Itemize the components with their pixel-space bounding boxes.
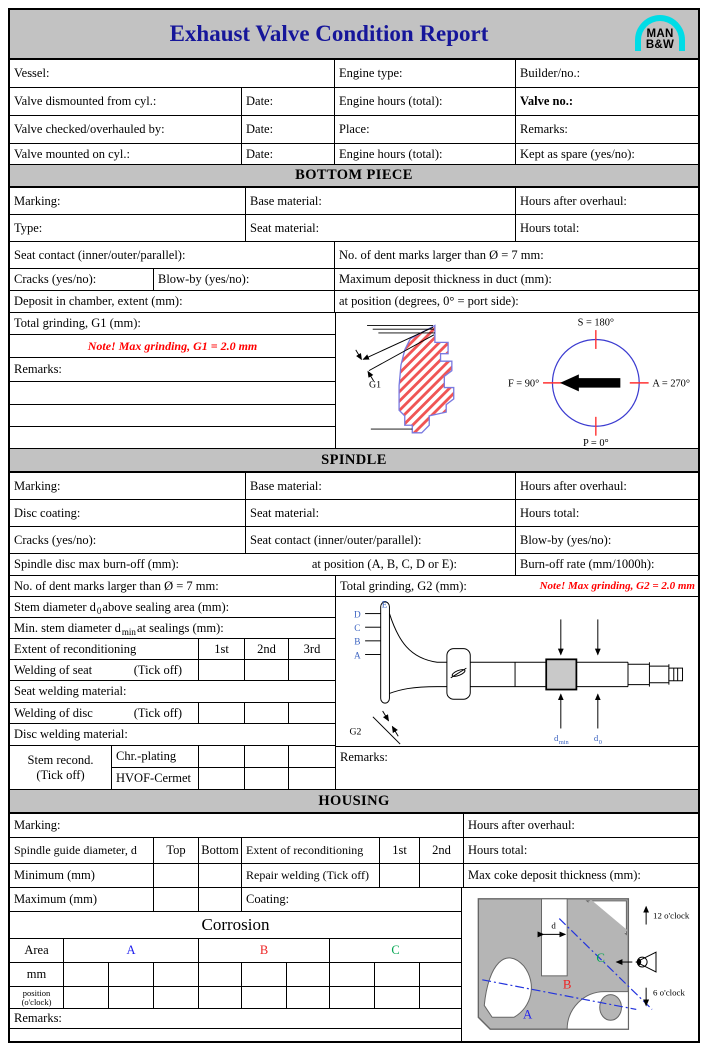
- bp-hours-after[interactable]: [516, 188, 698, 215]
- h-area-header: [10, 939, 64, 963]
- h-remarks[interactable]: [10, 1009, 461, 1029]
- h-top: [154, 838, 199, 864]
- section-bottom-piece: [10, 165, 698, 188]
- sp-1st-label: 1st: [214, 641, 229, 656]
- section-spindle: [10, 449, 698, 473]
- h-max-bottom[interactable]: [199, 888, 242, 912]
- date-label: Date:: [246, 146, 274, 161]
- field-checked-by[interactable]: [10, 116, 242, 144]
- h-col-1st: [380, 838, 420, 864]
- field-kept-spare[interactable]: [516, 144, 698, 165]
- bottom-piece-profile: [399, 325, 454, 432]
- h-pos-a1[interactable]: [64, 987, 109, 1009]
- sp-stem-dmin[interactable]: [10, 618, 335, 639]
- field-engine-hours-1[interactable]: [335, 88, 516, 116]
- bp-grinding-note: [10, 335, 335, 358]
- sp-welding-seat: [10, 660, 199, 681]
- sp-seat-material-label: Seat material:: [250, 505, 320, 520]
- h-2nd-label: 2nd: [432, 843, 451, 857]
- h-min-bottom[interactable]: [199, 864, 242, 888]
- h-hours-total-label: Hours total:: [468, 843, 528, 857]
- h-corrosion-label: Corrosion: [201, 915, 270, 934]
- sp-chr-3rd[interactable]: [289, 746, 335, 768]
- h-guide-diameter-label: Spindle guide diameter, d: [14, 843, 137, 857]
- sp-stem-dmin-post: at sealings (mm):: [136, 620, 224, 635]
- h-mm-c2[interactable]: [375, 963, 420, 987]
- engine-hours-label: Engine hours (total):: [339, 146, 443, 161]
- logo-text: [631, 29, 689, 51]
- sp-seat-material[interactable]: [246, 500, 516, 527]
- h-pos-b1[interactable]: [199, 987, 242, 1009]
- sp-at-position-label: at position (A, B, C, D or E):: [311, 557, 457, 571]
- h-mm-b2[interactable]: [242, 963, 287, 987]
- report-frame: [8, 8, 700, 1043]
- field-builder[interactable]: [516, 60, 698, 88]
- sp-hours-total[interactable]: [516, 500, 698, 527]
- bp-hours-total[interactable]: [516, 215, 698, 242]
- h-mm-c1[interactable]: [330, 963, 375, 987]
- sp-welding-disc-2nd[interactable]: [245, 703, 289, 724]
- sp-stem-d0-post: above sealing area (mm):: [102, 599, 230, 614]
- h-repair-welding-label: Repair welding (Tick off): [246, 868, 369, 882]
- bp-marking-label: Marking:: [14, 193, 61, 208]
- h-zone-c-label: C: [596, 951, 606, 966]
- title-bar: [10, 10, 698, 60]
- h-hours-after-label: Hours after overhaul:: [468, 818, 575, 832]
- h-position-header: [10, 987, 64, 1009]
- field-date-2[interactable]: [242, 116, 335, 144]
- sp-tick-off-label: (Tick off): [133, 662, 182, 677]
- bp-remarks-label: Remarks:: [14, 362, 62, 376]
- sp-welding-disc-1st[interactable]: [199, 703, 245, 724]
- housing-diagram: [462, 889, 698, 1040]
- bp-seat-contact-label: Seat contact (inner/outer/parallel):: [14, 247, 186, 262]
- sp-welding-disc-3rd[interactable]: [289, 703, 335, 724]
- bp-blow-by[interactable]: [154, 269, 335, 291]
- h-repair-welding: [242, 864, 380, 888]
- h-area-a-label: A: [126, 943, 136, 957]
- compass-a-label: A = 270°: [652, 378, 691, 390]
- sp-diagram-cell: [336, 597, 698, 747]
- builder-label: Builder/no.:: [520, 66, 581, 80]
- h-mm-a3[interactable]: [154, 963, 199, 987]
- bp-seat-contact[interactable]: [10, 242, 335, 269]
- pos-e-label: E: [381, 600, 388, 611]
- sp-hours-after-label: Hours after overhaul:: [520, 478, 627, 493]
- h-6oclock-label: 6 o'clock: [653, 987, 685, 998]
- h-remarks-line[interactable]: [10, 1029, 461, 1041]
- h-col-2nd: [420, 838, 464, 864]
- spindle-title: SPINDLE: [321, 451, 387, 468]
- sp-disc-coating[interactable]: [10, 500, 246, 527]
- bp-type[interactable]: [10, 215, 246, 242]
- vessel-label: Vessel:: [14, 66, 50, 80]
- h-pos-b2[interactable]: [242, 987, 287, 1009]
- sp-hvof-cermet: [112, 768, 199, 790]
- sp-stem-dmin-label: Min. stem diameter d: [14, 620, 121, 635]
- h-coating[interactable]: [242, 888, 461, 912]
- bp-dent-marks[interactable]: [335, 242, 698, 269]
- bp-base-material-label: Base material:: [250, 193, 322, 208]
- sp-dent-marks-label: No. of dent marks larger than Ø = 7 mm:: [14, 578, 219, 593]
- field-engine-type[interactable]: [335, 60, 516, 88]
- h-min-top[interactable]: [154, 864, 199, 888]
- sp-total-grinding[interactable]: [336, 576, 698, 597]
- g2-label: G2: [349, 725, 362, 737]
- h-12oclock-label: 12 o'clock: [653, 910, 690, 921]
- h-position-label: position: [22, 987, 51, 998]
- h-bottom: [199, 838, 242, 864]
- compass-p-label: P = 0°: [582, 437, 609, 447]
- sp-col-3rd: [289, 639, 335, 660]
- h-mm-a2[interactable]: [109, 963, 154, 987]
- field-valve-no[interactable]: [516, 88, 698, 116]
- sp-disc-coating-label: Disc coating:: [14, 505, 81, 520]
- h-max-coke-label: Max coke deposit thickness (mm):: [468, 868, 641, 882]
- manbw-logo: [631, 14, 689, 56]
- h-pos-a2[interactable]: [109, 987, 154, 1009]
- sp-cracks[interactable]: [10, 527, 246, 554]
- d0-label: d: [593, 732, 599, 743]
- sp-remarks-label: Remarks:: [340, 750, 388, 764]
- d0-sub: 0: [598, 738, 602, 746]
- sp-cracks-label: Cracks (yes/no):: [14, 532, 97, 547]
- dmin-label: d: [554, 732, 559, 743]
- sp-blow-by-label: Blow-by (yes/no):: [520, 532, 612, 547]
- h-maximum: [10, 888, 154, 912]
- pos-d-label: D: [353, 609, 361, 620]
- h-repair-1st[interactable]: [380, 864, 420, 888]
- h-diagram-cell: [462, 888, 698, 1041]
- h-mm-header: [10, 963, 64, 987]
- engine-type-label: Engine type:: [339, 66, 403, 80]
- sp-dent-marks[interactable]: [10, 576, 335, 597]
- bp-diagram-cell: [336, 313, 698, 449]
- h-minimum: [10, 864, 154, 888]
- bp-type-label: Type:: [14, 220, 43, 235]
- orientation-compass-diagram: [493, 315, 693, 447]
- sp-base-material-label: Base material:: [250, 478, 322, 493]
- sp-welding-seat-3rd[interactable]: [289, 660, 335, 681]
- sp-chr-plating-label: Chr.-plating: [116, 749, 177, 763]
- bp-note-text: Note! Max grinding, G1 = 2.0 mm: [87, 338, 258, 353]
- bp-dent-marks-label: No. of dent marks larger than Ø = 7 mm:: [339, 247, 544, 262]
- compass-f-label: F = 90°: [507, 378, 540, 390]
- sp-disc-welding-material-label: Disc welding material:: [14, 727, 128, 741]
- h-remarks-label: Remarks:: [14, 1011, 62, 1025]
- sp-marking[interactable]: [10, 473, 246, 500]
- h-extent: [242, 838, 380, 864]
- field-engine-hours-2[interactable]: [335, 144, 516, 165]
- h-mm-b3[interactable]: [287, 963, 330, 987]
- field-date-1[interactable]: [242, 88, 335, 116]
- field-date-3[interactable]: [242, 144, 335, 165]
- sp-seat-welding-material[interactable]: [10, 681, 335, 703]
- h-coating-label: Coating:: [246, 892, 290, 906]
- remarks-label: Remarks:: [520, 122, 568, 136]
- date-label: Date:: [246, 122, 274, 136]
- bp-marking[interactable]: [10, 188, 246, 215]
- sp-tick-off-label: (Tick off): [133, 705, 182, 720]
- bp-blow-by-label: Blow-by (yes/no):: [158, 272, 250, 286]
- sp-burn-off-label: Spindle disc max burn-off (mm):: [14, 557, 180, 571]
- sp-welding-disc: [10, 703, 199, 724]
- sp-hvof-2nd[interactable]: [245, 768, 289, 790]
- sp-welding-disc-label: Welding of disc: [14, 705, 93, 720]
- bp-cracks[interactable]: [10, 269, 154, 291]
- h-max-coke[interactable]: [464, 864, 698, 888]
- bp-max-deposit[interactable]: [335, 269, 698, 291]
- h-area-label: Area: [24, 943, 49, 957]
- sp-extent-label: Extent of reconditioning: [14, 641, 137, 656]
- sp-blow-by[interactable]: [516, 527, 698, 554]
- dmin-sub: min: [558, 738, 569, 746]
- sp-burn-off-rate-label: Burn-off rate (mm/1000h):: [520, 557, 655, 571]
- sp-3rd-label: 3rd: [303, 641, 321, 656]
- sp-stem-d0[interactable]: [10, 597, 335, 618]
- h-marking[interactable]: [10, 814, 464, 838]
- h-pos-c1[interactable]: [330, 987, 375, 1009]
- h-area-c: [330, 939, 461, 963]
- sp-stem-d0-sub: 0: [96, 605, 102, 616]
- pos-b-label: B: [354, 637, 361, 648]
- bp-max-deposit-label: Maximum deposit thickness in duct (mm):: [339, 272, 552, 286]
- spindle-diagram: [337, 598, 697, 746]
- sp-disc-welding-material[interactable]: [10, 724, 335, 746]
- h-pos-b3[interactable]: [287, 987, 330, 1009]
- bp-total-grinding-label: Total grinding, G1 (mm):: [14, 316, 141, 330]
- h-area-b: [199, 939, 330, 963]
- sp-stem-recond-label: Stem recond.: [27, 752, 94, 767]
- field-dismounted[interactable]: [10, 88, 242, 116]
- h-mm-a1[interactable]: [64, 963, 109, 987]
- sp-hvof-3rd[interactable]: [289, 768, 335, 790]
- sp-col-1st: [199, 639, 245, 660]
- bp-seat-material-label: Seat material:: [250, 220, 320, 235]
- h-corrosion-title: [10, 912, 461, 939]
- h-bottom-label: Bottom: [201, 843, 239, 857]
- bp-cracks-label: Cracks (yes/no):: [14, 272, 97, 286]
- h-zone-a-label: A: [523, 1007, 533, 1022]
- h-repair-2nd[interactable]: [420, 864, 464, 888]
- h-hours-total[interactable]: [464, 838, 698, 864]
- bp-deposit-chamber-label: Deposit in chamber, extent (mm):: [14, 294, 183, 308]
- sp-stem-dmin-sub: min: [121, 626, 136, 637]
- bp-remarks-line-2[interactable]: [10, 405, 335, 427]
- h-hours-after[interactable]: [464, 814, 698, 838]
- sp-hours-after[interactable]: [516, 473, 698, 500]
- sp-chr-2nd[interactable]: [245, 746, 289, 768]
- sp-hvof-1st[interactable]: [199, 768, 245, 790]
- field-vessel[interactable]: [10, 60, 335, 88]
- bp-base-material[interactable]: [246, 188, 516, 215]
- section-housing: [10, 790, 698, 814]
- sp-welding-seat-2nd[interactable]: [245, 660, 289, 681]
- h-max-top[interactable]: [154, 888, 199, 912]
- housing-title: HOUSING: [318, 792, 390, 809]
- sp-col-2nd: [245, 639, 289, 660]
- dismounted-label: Valve dismounted from cyl.:: [14, 94, 157, 108]
- pos-a-label: A: [353, 650, 361, 661]
- sp-stem-recond: [10, 746, 112, 790]
- h-pos-c2[interactable]: [375, 987, 420, 1009]
- valve-no-label: Valve no.:: [520, 94, 574, 108]
- bp-remarks[interactable]: [10, 358, 335, 382]
- h-mm-c3[interactable]: [420, 963, 461, 987]
- h-maximum-label: Maximum (mm): [14, 892, 97, 906]
- bottom-piece-section-diagram: [341, 316, 493, 446]
- engine-hours-label: Engine hours (total):: [339, 94, 443, 108]
- sp-chr-plating: [112, 746, 199, 768]
- sp-marking-label: Marking:: [14, 478, 61, 493]
- h-d-dim-label: d: [551, 920, 556, 931]
- sp-stem-recond-tickoff: (Tick off): [36, 767, 85, 782]
- sp-remarks[interactable]: [336, 747, 698, 790]
- bottom-piece-title: BOTTOM PIECE: [295, 167, 413, 183]
- sp-seat-welding-material-label: Seat welding material:: [14, 684, 127, 698]
- field-remarks-top[interactable]: [516, 116, 698, 144]
- bp-at-position-label: at position (degrees, 0° = port side):: [339, 294, 519, 308]
- logo-line2: B&W: [645, 39, 675, 51]
- pos-c-label: C: [354, 623, 361, 634]
- date-label: Date:: [246, 94, 274, 108]
- sp-note-text: Note! Max grinding, G2 = 2.0 mm: [539, 580, 695, 592]
- bp-seat-material[interactable]: [246, 215, 516, 242]
- sp-total-grinding-label: Total grinding, G2 (mm):: [340, 578, 467, 593]
- bp-total-grinding[interactable]: [10, 313, 335, 335]
- sp-hvof-cermet-label: HVOF-Cermet: [116, 771, 191, 785]
- sp-chr-1st[interactable]: [199, 746, 245, 768]
- kept-spare-label: Kept as spare (yes/no):: [520, 146, 635, 161]
- sp-burn-off[interactable]: [10, 554, 516, 576]
- h-pos-a3[interactable]: [154, 987, 199, 1009]
- h-marking-label: Marking:: [14, 818, 61, 832]
- h-top-label: Top: [166, 843, 186, 857]
- sp-seat-contact-label: Seat contact (inner/outer/parallel):: [250, 532, 422, 547]
- h-minimum-label: Minimum (mm): [14, 868, 95, 882]
- sp-extent: [10, 639, 199, 660]
- sp-hours-total-label: Hours total:: [520, 505, 580, 520]
- sp-stem-d0-label: Stem diameter d: [14, 599, 96, 614]
- bp-remarks-line-1[interactable]: [10, 382, 335, 405]
- bp-deposit-chamber[interactable]: [10, 291, 335, 313]
- h-area-a: [64, 939, 199, 963]
- bp-hours-after-label: Hours after overhaul:: [520, 193, 627, 208]
- h-1st-label: 1st: [392, 843, 407, 857]
- checked-by-label: Valve checked/overhauled by:: [14, 122, 165, 136]
- h-area-c-label: C: [391, 943, 400, 957]
- sp-seat-contact[interactable]: [246, 527, 516, 554]
- h-guide-diameter: [10, 838, 154, 864]
- logo-line1: MAN: [646, 28, 674, 40]
- sp-welding-seat-1st[interactable]: [199, 660, 245, 681]
- place-label: Place:: [339, 122, 370, 136]
- compass-s-label: S = 180°: [577, 316, 615, 328]
- sp-burn-off-rate[interactable]: [516, 554, 698, 576]
- sp-2nd-label: 2nd: [257, 641, 276, 656]
- sp-base-material[interactable]: [246, 473, 516, 500]
- field-mounted[interactable]: [10, 144, 242, 165]
- engine-pointer-icon: [560, 374, 620, 391]
- h-mm-label: mm: [26, 967, 47, 981]
- mounted-label: Valve mounted on cyl.:: [14, 146, 130, 161]
- h-pos-c3[interactable]: [420, 987, 461, 1009]
- h-zone-b-label: B: [562, 977, 572, 992]
- bp-remarks-line-3[interactable]: [10, 427, 335, 449]
- h-mm-b1[interactable]: [199, 963, 242, 987]
- h-oclock-label: (o'clock): [21, 996, 52, 1007]
- bp-at-position[interactable]: [335, 291, 698, 313]
- sp-welding-seat-label: Welding of seat: [14, 662, 93, 677]
- g1-label: G1: [368, 379, 382, 391]
- field-place[interactable]: [335, 116, 516, 144]
- page-title: Exhaust Valve Condition Report: [169, 21, 489, 46]
- bp-hours-total-label: Hours total:: [520, 220, 580, 235]
- h-area-b-label: B: [259, 943, 269, 957]
- h-extent-label: Extent of reconditioning: [246, 843, 364, 857]
